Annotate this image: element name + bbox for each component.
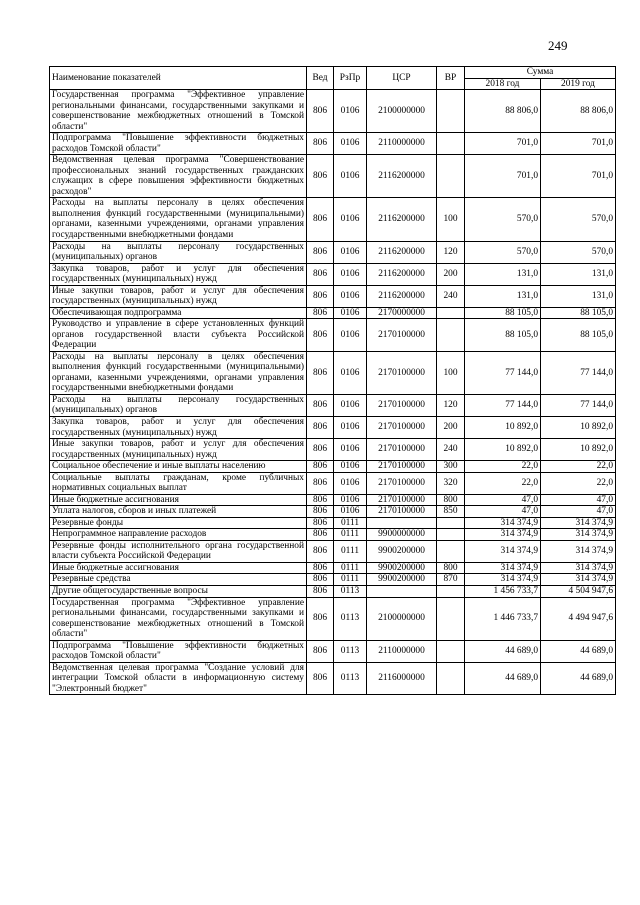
cell-name: Расходы на выплаты персоналу в целях обеспечения выполнения функций государственными (муниципальными) органами, казенными учреждениями, органами управления государственными внебюджетными фондами	[50, 198, 307, 241]
cell-name: Резервные фонды исполнительного органа государственной власти субъекта Российской Федерации	[50, 540, 307, 562]
header-sum: Сумма	[465, 67, 616, 79]
cell-name: Расходы на выплаты персоналу государственных (муниципальных) органов	[50, 241, 307, 263]
cell-csr: 2170100000	[367, 472, 437, 494]
cell-vr	[437, 90, 465, 133]
cell-sum-2018: 77 144,0	[465, 351, 541, 394]
cell-rzpr: 0111	[334, 562, 367, 574]
header-year-2018: 2018 год	[465, 78, 541, 90]
cell-sum-2019: 47,0	[541, 494, 616, 506]
cell-csr: 2116200000	[367, 241, 437, 263]
cell-rzpr: 0106	[334, 241, 367, 263]
cell-rzpr: 0106	[334, 133, 367, 155]
cell-csr	[367, 585, 437, 597]
table-row	[50, 562, 616, 574]
cell-ved: 806	[307, 472, 334, 494]
cell-ved: 806	[307, 307, 334, 319]
table-row	[50, 307, 616, 319]
cell-rzpr: 0111	[334, 540, 367, 562]
cell-vr: 320	[437, 472, 465, 494]
cell-name: Иные закупки товаров, работ и услуг для обеспечения государственных (муниципальных) нужд	[50, 439, 307, 461]
table-row	[50, 461, 616, 473]
table-row	[50, 662, 616, 695]
cell-name: Ведомственная целевая программа "Совершенствование профессиональных знаний государственных гражданских служащих в сфере повышения эффективности бюджетных расходов"	[50, 155, 307, 198]
cell-sum-2018: 314 374,9	[465, 540, 541, 562]
cell-rzpr: 0106	[334, 506, 367, 518]
cell-rzpr: 0111	[334, 529, 367, 541]
cell-vr: 240	[437, 439, 465, 461]
header-name: Наименование показателей	[50, 67, 307, 90]
cell-ved: 806	[307, 506, 334, 518]
cell-sum-2018: 131,0	[465, 263, 541, 285]
cell-vr: 100	[437, 351, 465, 394]
cell-rzpr: 0106	[334, 417, 367, 439]
cell-rzpr: 0113	[334, 585, 367, 597]
cell-vr: 200	[437, 417, 465, 439]
cell-name: Ведомственная целевая программа "Создание условий для интеграции Томской области в информационную систему "Электронный бюджет"	[50, 662, 307, 695]
cell-ved: 806	[307, 529, 334, 541]
cell-csr: 2170100000	[367, 417, 437, 439]
cell-csr: 2170100000	[367, 351, 437, 394]
cell-sum-2018: 88 806,0	[465, 90, 541, 133]
cell-sum-2019: 314 374,9	[541, 540, 616, 562]
cell-csr: 2116200000	[367, 155, 437, 198]
cell-sum-2018: 47,0	[465, 494, 541, 506]
cell-csr: 2170000000	[367, 307, 437, 319]
cell-sum-2019: 131,0	[541, 263, 616, 285]
cell-ved: 806	[307, 133, 334, 155]
cell-ved: 806	[307, 351, 334, 394]
header-vr: ВР	[437, 67, 465, 90]
cell-name: Расходы на выплаты персоналу государственных (муниципальных) органов	[50, 394, 307, 416]
cell-rzpr: 0106	[334, 307, 367, 319]
table-row	[50, 540, 616, 562]
cell-sum-2019: 314 374,9	[541, 529, 616, 541]
table-body	[50, 90, 616, 695]
cell-sum-2018: 701,0	[465, 133, 541, 155]
cell-sum-2019: 44 689,0	[541, 640, 616, 662]
cell-ved: 806	[307, 494, 334, 506]
cell-rzpr: 0106	[334, 285, 367, 307]
cell-csr: 2116200000	[367, 285, 437, 307]
cell-vr	[437, 640, 465, 662]
table-row	[50, 133, 616, 155]
cell-name: Социальные выплаты гражданам, кроме публичных нормативных социальных выплат	[50, 472, 307, 494]
cell-sum-2019: 314 374,9	[541, 562, 616, 574]
cell-vr	[437, 662, 465, 695]
cell-name: Подпрограмма "Повышение эффективности бюджетных расходов Томской области"	[50, 640, 307, 662]
cell-sum-2018: 88 105,0	[465, 307, 541, 319]
cell-name: Иные закупки товаров, работ и услуг для обеспечения государственных (муниципальных) нужд	[50, 285, 307, 307]
table-header	[50, 67, 616, 90]
cell-ved: 806	[307, 319, 334, 352]
cell-sum-2019: 701,0	[541, 155, 616, 198]
table-row	[50, 574, 616, 586]
cell-ved: 806	[307, 263, 334, 285]
cell-vr	[437, 529, 465, 541]
cell-ved: 806	[307, 585, 334, 597]
table-row	[50, 417, 616, 439]
cell-sum-2019: 10 892,0	[541, 439, 616, 461]
cell-rzpr: 0106	[334, 472, 367, 494]
cell-sum-2018: 47,0	[465, 506, 541, 518]
cell-ved: 806	[307, 574, 334, 586]
cell-sum-2018: 22,0	[465, 472, 541, 494]
table-row	[50, 506, 616, 518]
cell-sum-2019: 47,0	[541, 506, 616, 518]
cell-csr: 2110000000	[367, 133, 437, 155]
cell-ved: 806	[307, 90, 334, 133]
table-row	[50, 640, 616, 662]
header-ved: Вед	[307, 67, 334, 90]
cell-sum-2018: 701,0	[465, 155, 541, 198]
cell-vr: 800	[437, 562, 465, 574]
cell-name: Руководство и управление в сфере установленных функций органов государственной власти субъекта Российской Федерации	[50, 319, 307, 352]
cell-csr: 2170100000	[367, 506, 437, 518]
table-row	[50, 472, 616, 494]
cell-sum-2018: 314 374,9	[465, 517, 541, 529]
header-rzpr: РзПр	[334, 67, 367, 90]
table-row	[50, 319, 616, 352]
cell-rzpr: 0113	[334, 640, 367, 662]
table-row	[50, 529, 616, 541]
cell-ved: 806	[307, 562, 334, 574]
cell-sum-2019: 22,0	[541, 472, 616, 494]
cell-vr	[437, 155, 465, 198]
cell-rzpr: 0106	[334, 90, 367, 133]
cell-sum-2018: 1 446 733,7	[465, 597, 541, 640]
cell-rzpr: 0106	[334, 351, 367, 394]
cell-csr: 2100000000	[367, 597, 437, 640]
cell-ved: 806	[307, 285, 334, 307]
cell-csr: 2170100000	[367, 319, 437, 352]
cell-ved: 806	[307, 155, 334, 198]
cell-vr	[437, 319, 465, 352]
cell-csr: 9900200000	[367, 540, 437, 562]
cell-ved: 806	[307, 662, 334, 695]
cell-sum-2019: 88 105,0	[541, 307, 616, 319]
cell-name: Закупка товаров, работ и услуг для обеспечения государственных (муниципальных) нужд	[50, 263, 307, 285]
cell-ved: 806	[307, 394, 334, 416]
cell-csr: 2116000000	[367, 662, 437, 695]
cell-name: Подпрограмма "Повышение эффективности бюджетных расходов Томской области"	[50, 133, 307, 155]
cell-sum-2019: 88 806,0	[541, 90, 616, 133]
cell-rzpr: 0106	[334, 494, 367, 506]
cell-rzpr: 0106	[334, 461, 367, 473]
cell-rzpr: 0106	[334, 394, 367, 416]
cell-csr	[367, 517, 437, 529]
page-number: 249	[548, 38, 568, 53]
cell-csr: 2100000000	[367, 90, 437, 133]
table-row	[50, 198, 616, 241]
cell-csr: 2170100000	[367, 439, 437, 461]
cell-sum-2018: 1 456 733,7	[465, 585, 541, 597]
header-csr: ЦСР	[367, 67, 437, 90]
cell-csr: 2110000000	[367, 640, 437, 662]
table-row	[50, 90, 616, 133]
cell-vr: 100	[437, 198, 465, 241]
cell-sum-2019: 701,0	[541, 133, 616, 155]
cell-vr: 300	[437, 461, 465, 473]
table-row	[50, 285, 616, 307]
table-row	[50, 517, 616, 529]
cell-ved: 806	[307, 241, 334, 263]
cell-ved: 806	[307, 461, 334, 473]
table-row	[50, 241, 616, 263]
cell-sum-2019: 314 374,9	[541, 574, 616, 586]
table-row	[50, 351, 616, 394]
cell-ved: 806	[307, 597, 334, 640]
cell-vr	[437, 133, 465, 155]
cell-csr: 2170100000	[367, 461, 437, 473]
cell-sum-2019: 570,0	[541, 198, 616, 241]
cell-ved: 806	[307, 517, 334, 529]
cell-sum-2018: 570,0	[465, 198, 541, 241]
cell-name: Государственная программа "Эффективное управление региональными финансами, государственными закупками и совершенствование межбюджетных отношений в Томской области"	[50, 90, 307, 133]
cell-sum-2019: 131,0	[541, 285, 616, 307]
cell-name: Социальное обеспечение и иные выплаты населению	[50, 461, 307, 473]
cell-csr: 9900000000	[367, 529, 437, 541]
cell-rzpr: 0106	[334, 319, 367, 352]
cell-name: Государственная программа "Эффективное управление региональными финансами, государственными закупками и совершенствование межбюджетных отношений в Томской области"	[50, 597, 307, 640]
cell-sum-2019: 88 105,0	[541, 319, 616, 352]
cell-csr: 2170100000	[367, 494, 437, 506]
cell-name: Расходы на выплаты персоналу в целях обеспечения выполнения функций государственными (муниципальными) органами, казенными учреждениями, органами управления государственными внебюджетными фондами	[50, 351, 307, 394]
cell-vr	[437, 540, 465, 562]
cell-vr	[437, 307, 465, 319]
budget-table	[49, 66, 616, 695]
cell-rzpr: 0106	[334, 439, 367, 461]
cell-rzpr: 0106	[334, 155, 367, 198]
cell-vr	[437, 585, 465, 597]
cell-name: Закупка товаров, работ и услуг для обеспечения государственных (муниципальных) нужд	[50, 417, 307, 439]
cell-sum-2019: 22,0	[541, 461, 616, 473]
cell-name: Иные бюджетные ассигнования	[50, 562, 307, 574]
table-row	[50, 263, 616, 285]
cell-vr: 120	[437, 241, 465, 263]
cell-name: Иные бюджетные ассигнования	[50, 494, 307, 506]
cell-name: Резервные средства	[50, 574, 307, 586]
cell-rzpr: 0113	[334, 662, 367, 695]
cell-sum-2019: 77 144,0	[541, 394, 616, 416]
table-row	[50, 597, 616, 640]
table-row	[50, 394, 616, 416]
header-year-2019: 2019 год	[541, 78, 616, 90]
cell-name: Непрограммное направление расходов	[50, 529, 307, 541]
cell-vr: 240	[437, 285, 465, 307]
cell-csr: 2116200000	[367, 198, 437, 241]
cell-sum-2018: 22,0	[465, 461, 541, 473]
cell-rzpr: 0106	[334, 263, 367, 285]
cell-sum-2018: 44 689,0	[465, 640, 541, 662]
cell-vr: 800	[437, 494, 465, 506]
cell-rzpr: 0106	[334, 198, 367, 241]
cell-vr: 850	[437, 506, 465, 518]
cell-vr: 200	[437, 263, 465, 285]
cell-sum-2018: 44 689,0	[465, 662, 541, 695]
cell-csr: 2116200000	[367, 263, 437, 285]
cell-rzpr: 0111	[334, 574, 367, 586]
cell-csr: 9900200000	[367, 562, 437, 574]
cell-sum-2019: 77 144,0	[541, 351, 616, 394]
cell-rzpr: 0111	[334, 517, 367, 529]
cell-sum-2019: 570,0	[541, 241, 616, 263]
cell-ved: 806	[307, 417, 334, 439]
cell-sum-2018: 314 374,9	[465, 574, 541, 586]
table-row	[50, 439, 616, 461]
cell-vr	[437, 517, 465, 529]
cell-sum-2018: 77 144,0	[465, 394, 541, 416]
cell-sum-2019: 44 689,0	[541, 662, 616, 695]
cell-name: Уплата налогов, сборов и иных платежей	[50, 506, 307, 518]
cell-sum-2018: 10 892,0	[465, 417, 541, 439]
cell-sum-2019: 314 374,9	[541, 517, 616, 529]
cell-sum-2019: 10 892,0	[541, 417, 616, 439]
cell-ved: 806	[307, 198, 334, 241]
cell-csr: 9900200000	[367, 574, 437, 586]
cell-sum-2018: 314 374,9	[465, 529, 541, 541]
cell-ved: 806	[307, 540, 334, 562]
cell-sum-2019: 4 494 947,6	[541, 597, 616, 640]
table-row	[50, 155, 616, 198]
cell-ved: 806	[307, 640, 334, 662]
cell-rzpr: 0113	[334, 597, 367, 640]
cell-sum-2018: 314 374,9	[465, 562, 541, 574]
cell-ved: 806	[307, 439, 334, 461]
cell-sum-2018: 131,0	[465, 285, 541, 307]
cell-sum-2018: 10 892,0	[465, 439, 541, 461]
table-row	[50, 494, 616, 506]
cell-vr: 120	[437, 394, 465, 416]
cell-vr: 870	[437, 574, 465, 586]
table-row	[50, 585, 616, 597]
cell-vr	[437, 597, 465, 640]
cell-sum-2018: 570,0	[465, 241, 541, 263]
cell-sum-2018: 88 105,0	[465, 319, 541, 352]
cell-name: Резервные фонды	[50, 517, 307, 529]
cell-name: Другие общегосударственные вопросы	[50, 585, 307, 597]
cell-sum-2019: 4 504 947,6	[541, 585, 616, 597]
cell-name: Обеспечивающая подпрограмма	[50, 307, 307, 319]
cell-csr: 2170100000	[367, 394, 437, 416]
